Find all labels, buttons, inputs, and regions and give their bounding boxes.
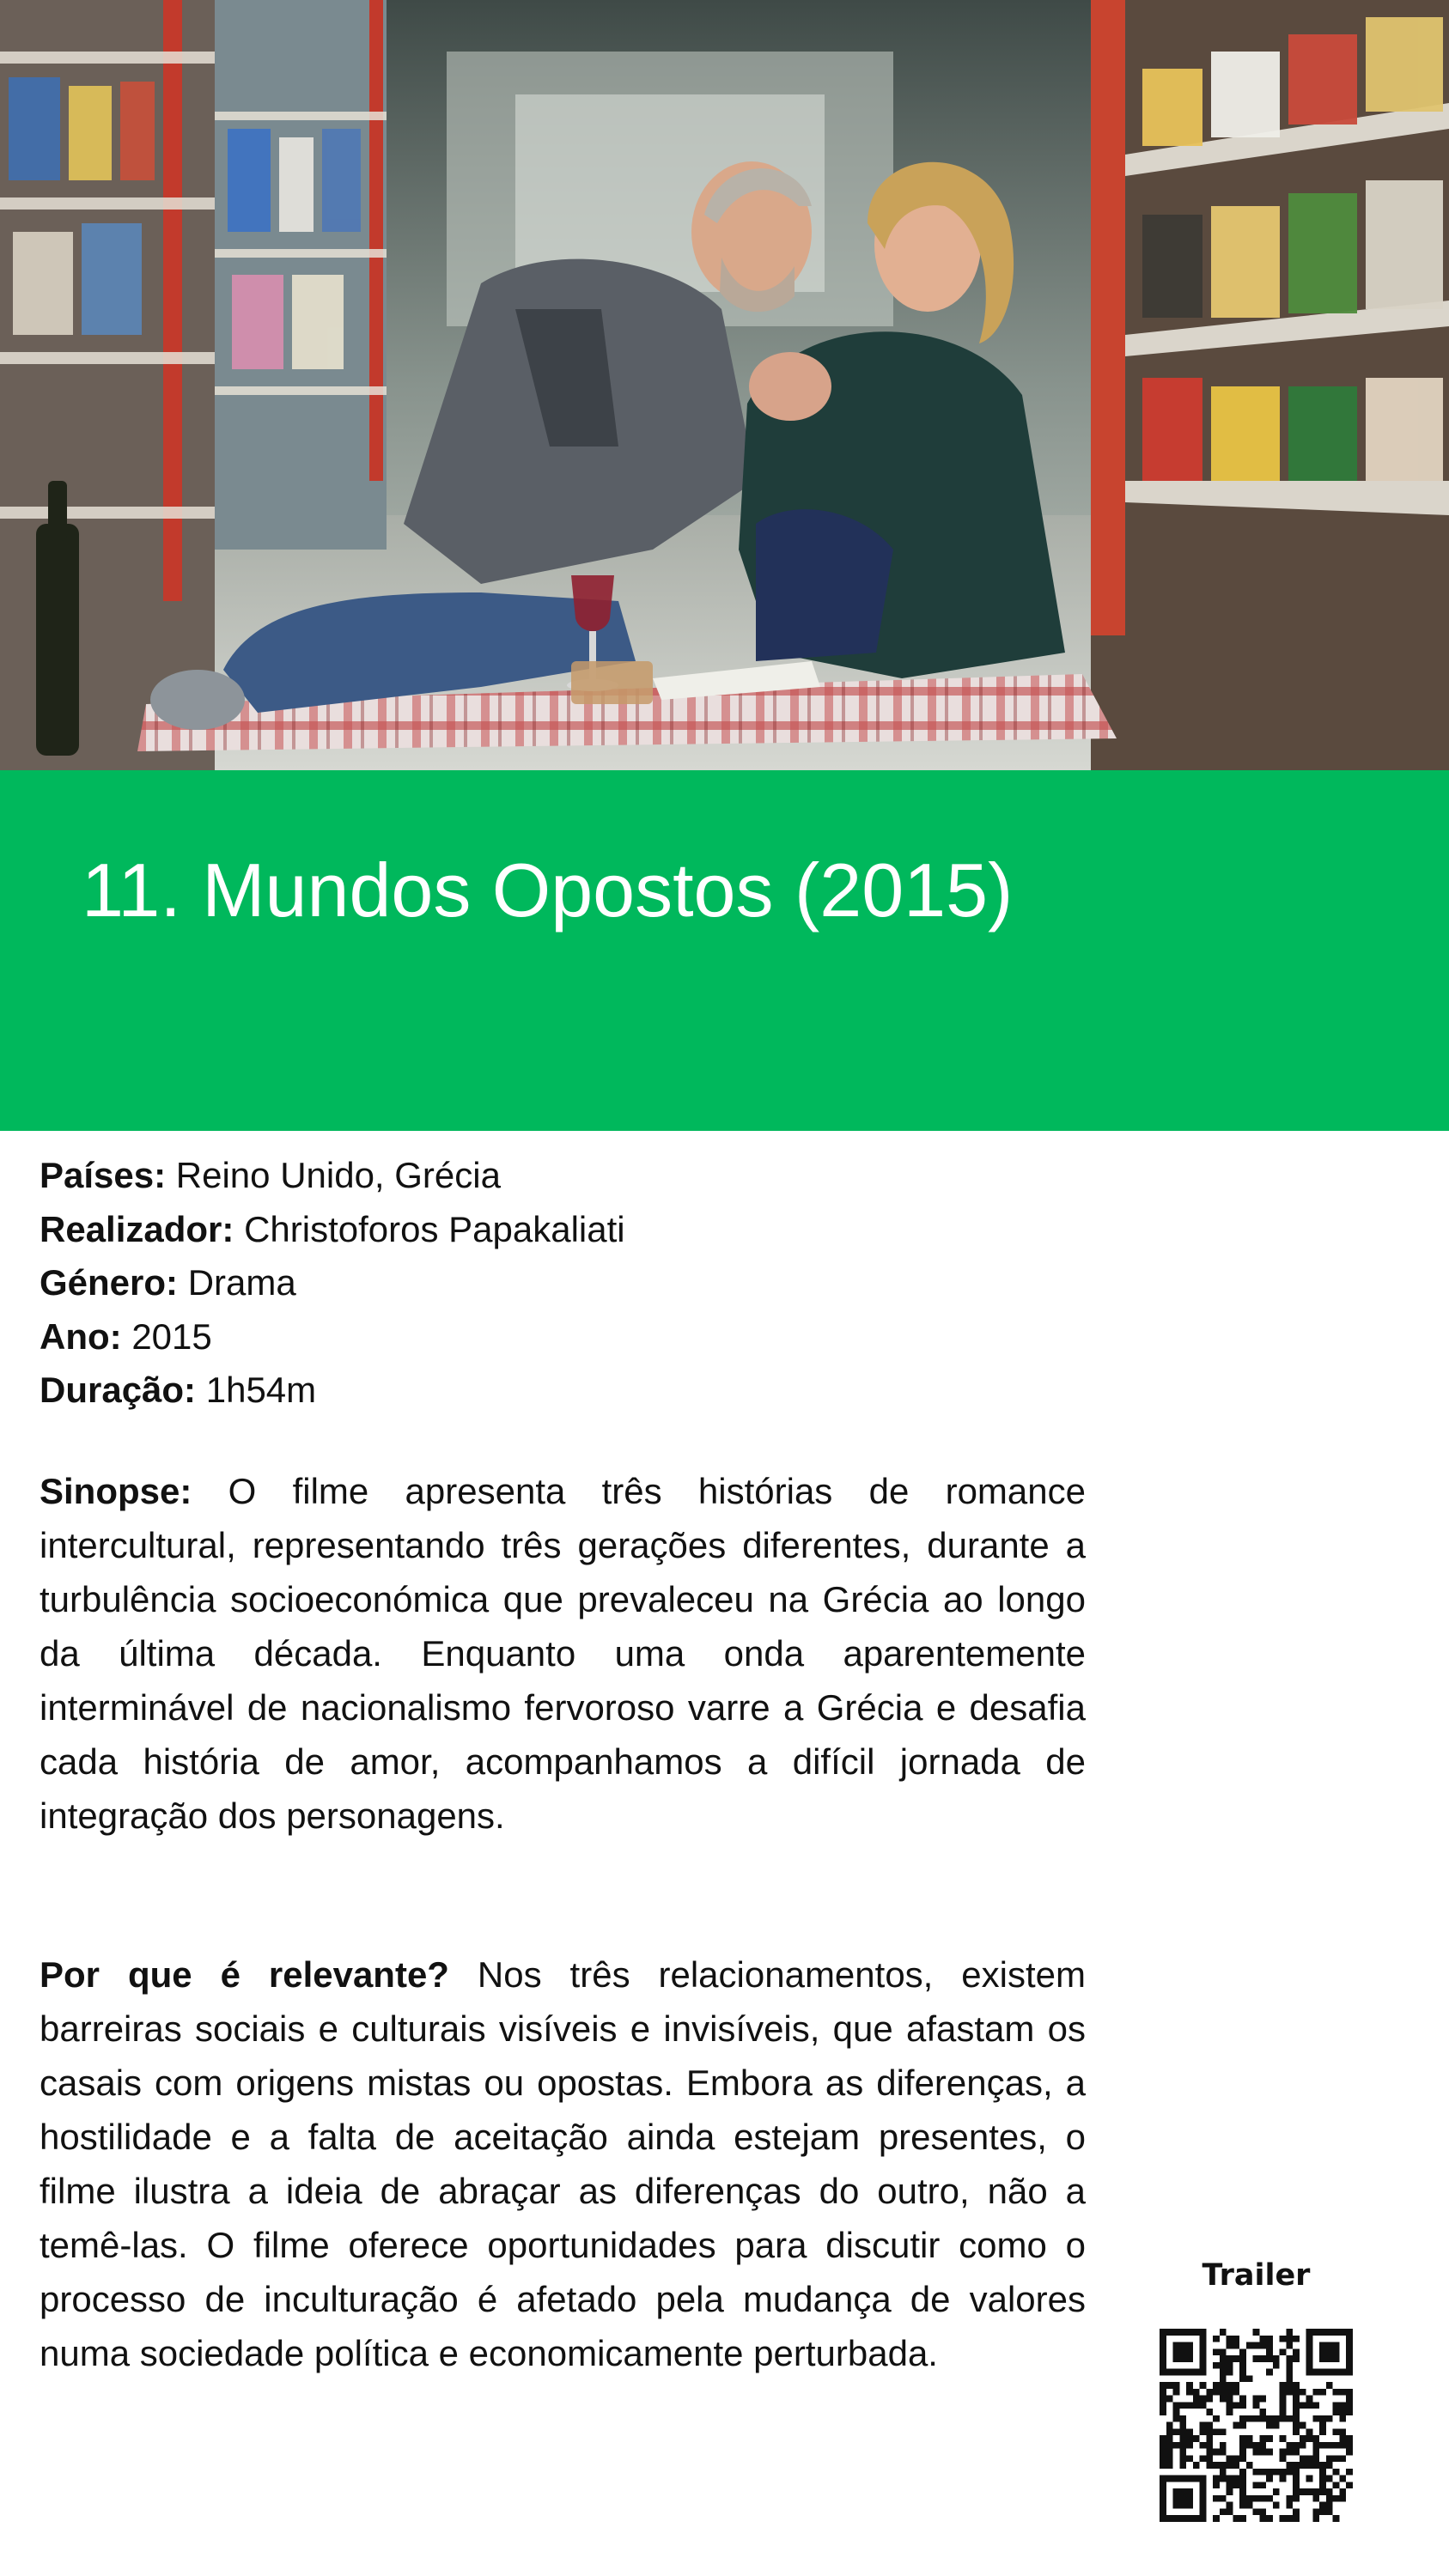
year-value: 2015 bbox=[131, 1315, 212, 1357]
info-year bbox=[40, 1310, 1087, 1364]
countries-label: Países: bbox=[40, 1155, 167, 1195]
duration-label: Duração: bbox=[40, 1370, 197, 1410]
relevance-label: Por que é relevante? bbox=[40, 1954, 449, 1995]
synopsis-label: Sinopse: bbox=[40, 1471, 192, 1511]
genre-value: Drama bbox=[187, 1262, 296, 1303]
relevance-text: Nos três relacionamentos, existem barreiras sociais e culturais visíveis e invisíveis, que afastam os casais com origens mistas ou opostas. Embora as diferenças, a hostilidade e a falta de aceitação ainda estejam presentes, o filme ilustra a ideia de abraçar as diferenças do outro, não a temê-las. O filme oferece oportunidades para discutir como o processo de inculturação é afetado pela mudança de valores numa sociedade política e economicamente perturbada. bbox=[40, 1954, 1086, 2373]
qr-code-icon bbox=[1160, 2329, 1353, 2522]
page-title: 11. Mundos Opostos (2015) bbox=[82, 848, 1014, 933]
film-info bbox=[40, 1149, 1087, 1418]
relevance-paragraph bbox=[40, 1947, 1086, 2380]
countries-value: Reino Unido, Grécia bbox=[175, 1155, 501, 1195]
synopsis-text: O filme apresenta três histórias de romance intercultural, representando três gerações diferentes, durante a turbulência socioeconómica que prevaleceu na Grécia ao longo da última década. Enquanto uma onda aparentemente interminável de nacionalismo fervoroso varre a Grécia e desafia cada história de amor, acompanhamos a difícil jornada de integração dos personagens. bbox=[40, 1471, 1086, 1836]
info-director bbox=[40, 1203, 1087, 1257]
info-genre bbox=[40, 1256, 1087, 1310]
hero-photo bbox=[0, 0, 1449, 770]
info-countries bbox=[40, 1149, 1087, 1203]
director-value: Christoforos Papakaliati bbox=[244, 1208, 625, 1249]
title-band bbox=[0, 770, 1449, 1131]
trailer-qr-code[interactable] bbox=[1160, 2329, 1353, 2522]
info-duration bbox=[40, 1364, 1087, 1418]
year-label: Ano: bbox=[40, 1315, 122, 1357]
director-label: Realizador: bbox=[40, 1208, 234, 1249]
synopsis-paragraph bbox=[40, 1464, 1086, 1843]
genre-label: Género: bbox=[40, 1262, 179, 1303]
duration-value: 1h54m bbox=[205, 1370, 317, 1410]
trailer-label: Trailer bbox=[1202, 2258, 1311, 2293]
photo-icon bbox=[0, 0, 1449, 770]
